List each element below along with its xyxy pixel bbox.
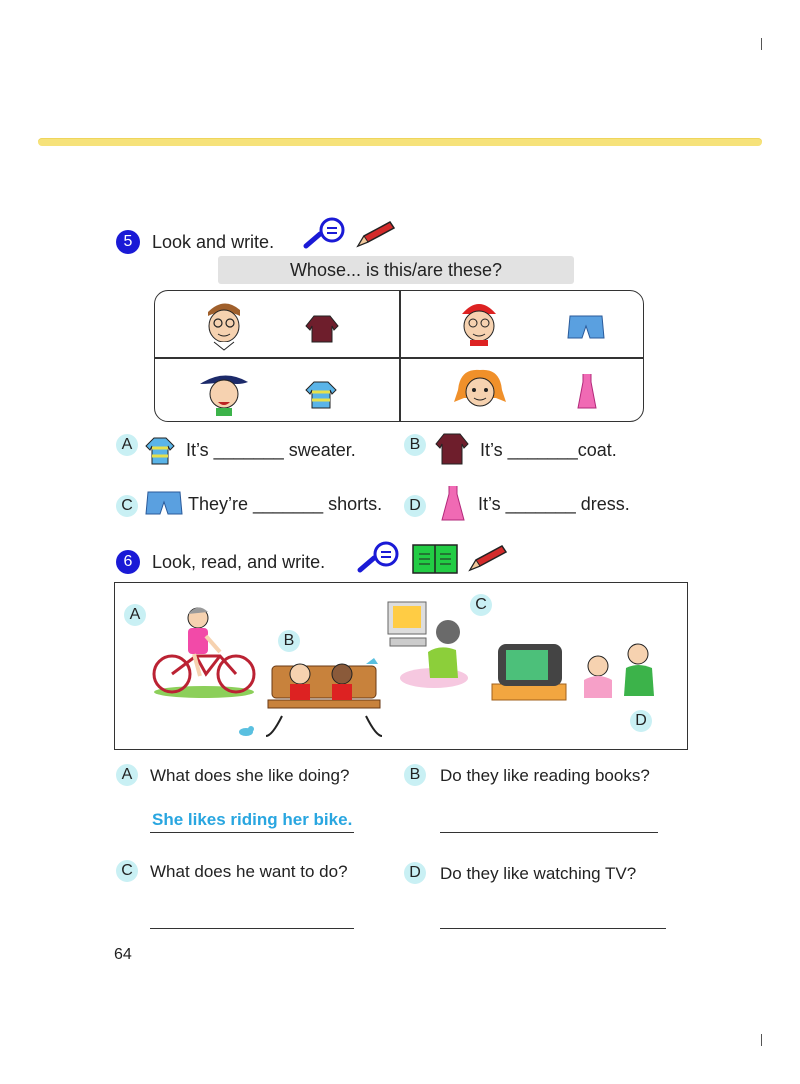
children-reading-on-bench-illustration <box>262 656 384 740</box>
item-letter-d: D <box>404 495 426 517</box>
shorts-icon <box>144 488 184 518</box>
bird-icon <box>236 724 256 738</box>
page-number: 64 <box>114 946 132 963</box>
picture-label-b: B <box>278 630 300 652</box>
girl-riding-bike-illustration <box>150 596 258 700</box>
sentence-a: It’s _______ sweater. <box>186 440 356 460</box>
pencil-icon <box>466 542 510 574</box>
exercise-5-title: Look and write. <box>152 232 275 252</box>
answer-line-c[interactable] <box>150 928 354 929</box>
dress-icon <box>572 372 602 412</box>
sweater-icon <box>304 378 338 410</box>
coat-icon <box>434 432 470 466</box>
sentence-b: It’s _______coat. <box>480 440 617 460</box>
magnifier-icon <box>354 540 406 576</box>
question-c: What does he want to do? <box>150 862 348 881</box>
boy-cap-face-icon <box>456 296 502 348</box>
answer-line-d[interactable] <box>440 928 666 929</box>
coat-icon <box>304 312 340 344</box>
exercise-6-title: Look, read, and write. <box>152 552 326 572</box>
sweater-icon <box>144 436 176 466</box>
answer-a: She likes riding her bike. <box>152 810 353 829</box>
boy-glasses-face-icon <box>200 296 248 352</box>
answer-line-a[interactable] <box>150 832 354 833</box>
crop-mark <box>761 1034 762 1046</box>
question-letter-d: D <box>404 862 426 884</box>
banner: Whose... is this/are these? <box>218 256 574 284</box>
question-letter-c: C <box>116 860 138 882</box>
book-icon <box>412 544 458 574</box>
shorts-icon <box>566 312 606 342</box>
question-b: Do they like reading books? <box>440 766 650 785</box>
item-letter-c: C <box>116 495 138 517</box>
header-band <box>38 138 762 146</box>
question-letter-a: A <box>116 764 138 786</box>
exercise-6-number: 6 <box>116 550 140 574</box>
answer-line-b[interactable] <box>440 832 658 833</box>
item-letter-a: A <box>116 434 138 456</box>
picture-label-a: A <box>124 604 146 626</box>
question-letter-b: B <box>404 764 426 786</box>
grid-divider <box>399 290 401 422</box>
boy-using-computer-illustration <box>384 598 468 690</box>
magnifier-icon <box>300 216 352 252</box>
girl-hat-face-icon <box>198 364 250 416</box>
grid-divider <box>154 357 644 359</box>
girl-red-hair-face-icon <box>452 364 508 414</box>
sentence-c: They’re _______ shorts. <box>188 494 383 514</box>
crop-mark <box>761 38 762 50</box>
question-a: What does she like doing? <box>150 766 350 785</box>
picture-label-d: D <box>630 710 652 732</box>
question-d: Do they like watching TV? <box>440 864 637 883</box>
children-watching-tv-illustration <box>488 634 664 704</box>
dress-icon <box>436 484 470 524</box>
item-letter-b: B <box>404 434 426 456</box>
sentence-d: It’s _______ dress. <box>478 494 630 514</box>
exercise-5-number: 5 <box>116 230 140 254</box>
picture-label-c: C <box>470 594 492 616</box>
pencil-icon <box>354 218 398 250</box>
